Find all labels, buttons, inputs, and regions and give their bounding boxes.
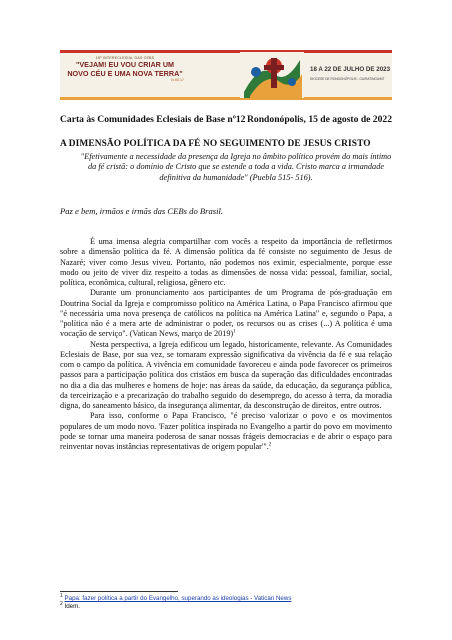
event-logo-artwork (240, 52, 304, 98)
banner-edition: 15º INTERECLESIAL DAS CEBS (95, 56, 155, 60)
footnote-1 (60, 592, 292, 602)
banner-headline-ref: Is 65,17 (171, 78, 184, 83)
letter-body (60, 237, 392, 452)
paragraph-4: Para isso, conforme o Papa Francisco, "é preciso valorizar o povo e os movimentos populares de um modo novo. 'Fazer política inspirada no Evangelho a partir do povo em movimento pode se tornar uma maneira poderosa de sanar nossas frágeis democracias e de abrir o espaço para reinventar novas instâncias representativas de origem popular'".$^2$ (60, 411, 392, 451)
paragraph-2: Durante um pronunciamento aos participantes de um Programa de pós-graduação em Doutrina Social da Igreja e compromisso político na América Latina, o Papa Francisco afirmou que "é necessária uma nova presença de católicos na política na América Latina" e, segundo o Papa, a "política não é a mera arte de administrar o poder, os recursos ou as crises (...) A política é uma vocação de serviço". (Vatican News, março de 2019)$^1$ (60, 288, 392, 339)
footnote-divider (60, 591, 178, 592)
footnote-ref-2[interactable]: 2 (268, 442, 272, 448)
footnote-2-mark: 2 (60, 600, 63, 607)
footnote-2-text: Idem. (64, 603, 80, 610)
paragraph-1: É uma imensa alegria compartilhar com vocês a respeito da importância de refletirmos sobre a dimensão política da fé. A dimensão política da fé consiste no seguimento de Jesus de Nazaré; viver como Jesus viveu. Portanto, não podemos nos eximir, especialmente, porque esse modo ou jeito de viver diz respeito a todas as dimensões de nossa vida: pessoal, familiar, social, política, econômica, cultural, religiosa, gênero etc. (60, 237, 392, 287)
banner-headline-block (66, 56, 184, 82)
event-banner (60, 50, 392, 100)
footnote-1-link[interactable]: Papa: fazer política a partir do Evangelho, superando as ideologias - Vatican News (64, 595, 292, 602)
epigraph-quote: "Efetivamente a necessidade da presença da Igreja no âmbito político provém do mais íntimo da fé cristã: o domínio de Cristo que se estende a toda a vida. Cristo marca a irmandade definitiva da humanidade" (Puebla 515- 516). (80, 152, 392, 182)
banner-location: DIOCESE DE RONDONÓPOLIS - GUIRATINGA/MT (310, 77, 385, 81)
letter-number: Carta às Comunidades Eclesiais de Base nº12 (60, 114, 246, 125)
banner-dates: 18 A 22 DE JULHO DE 2023 (310, 66, 391, 73)
banner-headline-line2: NOVO CÉU E UMA NOVA TERRA" (67, 68, 183, 78)
letter-place-date: Rondonópolis, 15 de agosto de 2022 (247, 114, 392, 125)
footnote-ref-1[interactable]: 1 (233, 329, 236, 335)
banner-top-stripe (60, 50, 392, 53)
greeting: Paz e bem, irmãos e irmãs das CEBs do Brasil. (60, 206, 224, 216)
paragraph-3: Nesta perspectiva, a Igreja edificou um legado, historicamente, relevante. As Comunidades Eclesiais de Base, por sua vez, se tornaram expressão significativa da vivência da fé e sua relação com o campo da política. A vivência em comunidade favoreceu e ainda pode favorecer os primeiros passos para a participação política dos cristãos em busca da superação das dificuldades encontradas no dia a dia das mulheres e homens de hoje: nas áreas da saúde, da educação, da segurança pública, da terceirização e a precarização do trabalho seguido do desemprego, do acesso à terra, da moradia digna, do saneamento básico, da insegurança alimentar, da desconstrução de direitos, entre outros. (60, 339, 392, 410)
footnote-1-mark: 1 (60, 592, 63, 599)
footnote-2 (60, 600, 80, 610)
letter-title: A DIMENSÃO POLÍTICA DA FÉ NO SEGUIMENTO DE JESUS CRISTO (60, 139, 371, 149)
banner-headline-line1: "VEJAM! EU VOU CRIAR UM (75, 60, 175, 69)
banner-bottom-stripe (60, 97, 392, 100)
